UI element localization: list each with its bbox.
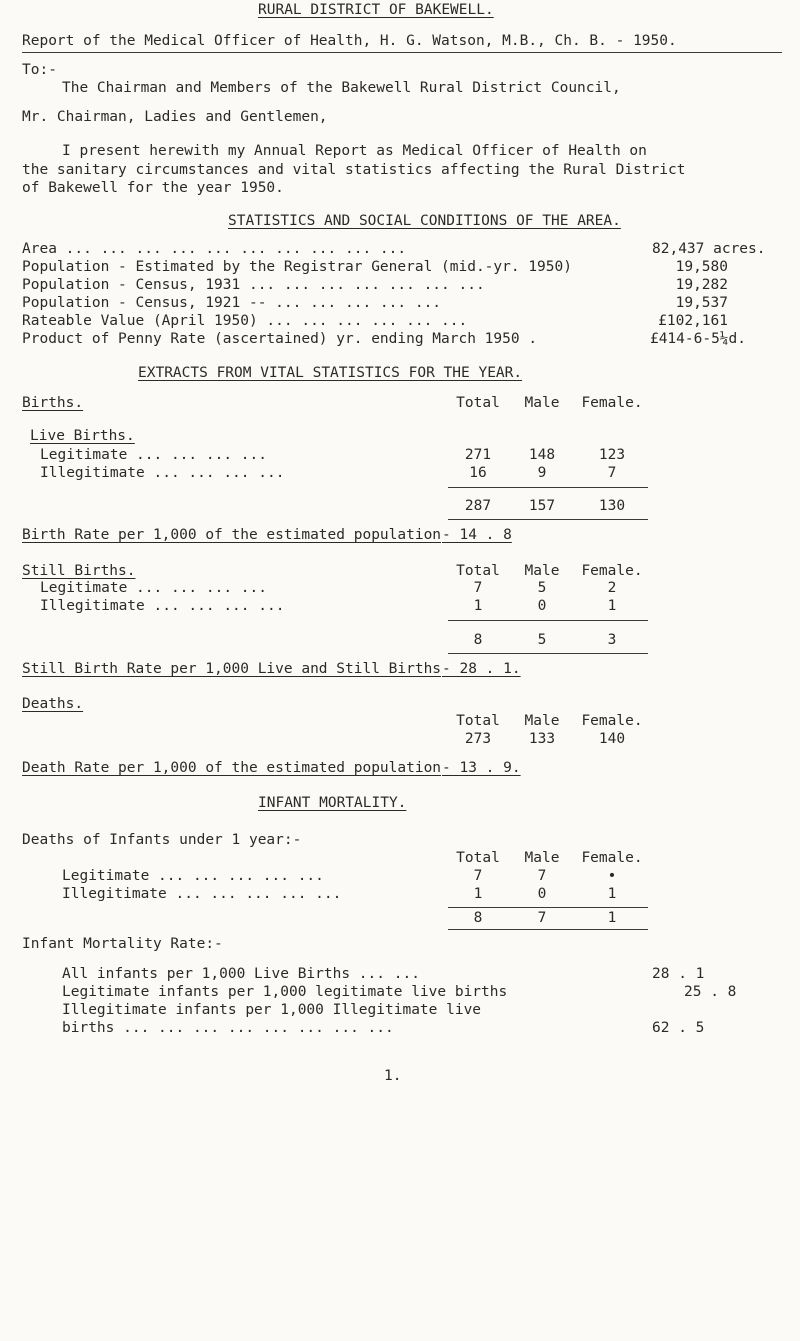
- stat-value: £102,161: [658, 313, 728, 329]
- still-births-label: Still Births.: [22, 563, 136, 579]
- subtotal-rule: [448, 907, 648, 908]
- cell-male: 0: [537, 598, 547, 614]
- col-male: Male: [524, 563, 560, 579]
- document-heading: RURAL DISTRICT OF BAKEWELL.: [258, 2, 494, 18]
- row-label: Illegitimate ... ... ... ... ...: [62, 886, 342, 902]
- stat-value: 19,537: [675, 295, 728, 311]
- infant-rate-value: 25 . 8: [684, 984, 737, 1000]
- infant-rate-label: Illegitimate infants per 1,000 Illegitimate live: [62, 1002, 482, 1018]
- col-total: Total: [456, 850, 500, 866]
- row-label: Illegitimate ... ... ... ...: [40, 465, 285, 481]
- subtotal-rule: [448, 620, 648, 621]
- stat-label: Population - Census, 1921 -- ... ... ... ... ...: [22, 295, 442, 311]
- stat-value: £414-6-5¼d.: [649, 331, 746, 347]
- row-label: Illegitimate ... ... ... ...: [40, 598, 285, 614]
- cell-total: 1: [473, 598, 483, 614]
- infant-rate-label: All infants per 1,000 Live Births ... ...: [62, 966, 420, 982]
- sum-total: 8: [473, 632, 483, 648]
- page-number: 1.: [384, 1068, 402, 1084]
- stat-value: 19,282: [675, 277, 728, 293]
- sum-female: 3: [607, 632, 617, 648]
- cell-total: 273: [464, 731, 492, 747]
- sum-female: 1: [607, 910, 617, 926]
- rate-label: Death Rate per 1,000 of the estimated population: [22, 760, 442, 776]
- infant-rate-label: Legitimate infants per 1,000 legitimate live births: [62, 984, 508, 1000]
- stat-value: 19,580: [675, 259, 728, 275]
- rate-label: Still Birth Rate per 1,000 Live and Still Births: [22, 661, 442, 677]
- cell-male: 7: [537, 868, 547, 884]
- intro-line: I present herewith my Annual Report as Medical Officer of Health on: [62, 143, 647, 159]
- rate-value: - 13 . 9.: [442, 760, 521, 776]
- header-rule: [22, 52, 782, 53]
- report-title-line: Report of the Medical Officer of Health, H. G. Watson, M.B., Ch. B. - 1950.: [22, 33, 677, 49]
- extracts-heading: EXTRACTS FROM VITAL STATISTICS FOR THE YEAR.: [138, 365, 523, 381]
- col-total: Total: [456, 563, 500, 579]
- col-male: Male: [524, 850, 560, 866]
- cell-female: 140: [598, 731, 626, 747]
- salutation: Mr. Chairman, Ladies and Gentlemen,: [22, 109, 328, 125]
- cell-total: 271: [464, 447, 492, 463]
- row-label: Legitimate ... ... ... ... ...: [62, 868, 324, 884]
- col-male: Male: [524, 713, 560, 729]
- deaths-label: Deaths.: [22, 696, 84, 712]
- sum-total: 287: [464, 498, 492, 514]
- cell-female: 123: [598, 447, 626, 463]
- intro-line: of Bakewell for the year 1950.: [22, 180, 284, 196]
- live-births-label: Live Births.: [30, 428, 135, 444]
- stat-value: 82,437 acres.: [652, 241, 766, 257]
- cell-male: 133: [528, 731, 556, 747]
- to-line: To:-: [22, 62, 57, 78]
- infant-mortality-heading: INFANT MORTALITY.: [258, 795, 407, 811]
- col-male: Male: [524, 395, 560, 411]
- infant-rate-heading: Infant Mortality Rate:-: [22, 936, 223, 952]
- stat-label: Area ... ... ... ... ... ... ... ... ... ...: [22, 241, 407, 257]
- col-female: Female.: [581, 713, 643, 729]
- sum-female: 130: [598, 498, 626, 514]
- sum-total: 8: [473, 910, 483, 926]
- rate-value: - 14 . 8: [442, 527, 512, 543]
- rate-value: - 28 . 1.: [442, 661, 521, 677]
- stat-label: Rateable Value (April 1950) ... ... ... ... ... ...: [22, 313, 468, 329]
- infant-rate-value: 28 . 1: [652, 966, 705, 982]
- cell-male: 0: [537, 886, 547, 902]
- addressee: The Chairman and Members of the Bakewell Rural District Council,: [62, 80, 621, 96]
- subtotal-rule: [448, 487, 648, 488]
- rate-label: Birth Rate per 1,000 of the estimated population: [22, 527, 442, 543]
- row-label: Legitimate ... ... ... ...: [40, 580, 267, 596]
- col-female: Female.: [581, 850, 643, 866]
- row-label: Legitimate ... ... ... ...: [40, 447, 267, 463]
- intro-line: the sanitary circumstances and vital statistics affecting the Rural District: [22, 162, 686, 178]
- cell-male: 5: [537, 580, 547, 596]
- stat-label: Population - Census, 1931 ... ... ... ... ... ... ...: [22, 277, 485, 293]
- total-rule: [448, 653, 648, 654]
- col-total: Total: [456, 395, 500, 411]
- total-rule: [448, 929, 648, 930]
- cell-total: 1: [473, 886, 483, 902]
- cell-total: 16: [469, 465, 487, 481]
- sum-male: 7: [537, 910, 547, 926]
- cell-female: •: [607, 868, 617, 884]
- stats-heading: STATISTICS AND SOCIAL CONDITIONS OF THE AREA.: [228, 213, 621, 229]
- col-female: Female.: [581, 563, 643, 579]
- births-label: Births.: [22, 395, 84, 411]
- infant-deaths-label: Deaths of Infants under 1 year:-: [22, 832, 302, 848]
- cell-female: 1: [607, 598, 617, 614]
- infant-rate-value: 62 . 5: [652, 1020, 705, 1036]
- col-female: Female.: [581, 395, 643, 411]
- cell-female: 1: [607, 886, 617, 902]
- stat-label: Product of Penny Rate (ascertained) yr. ending March 1950 .: [22, 331, 538, 347]
- cell-female: 2: [607, 580, 617, 596]
- cell-total: 7: [473, 868, 483, 884]
- sum-male: 5: [537, 632, 547, 648]
- col-total: Total: [456, 713, 500, 729]
- sum-male: 157: [528, 498, 556, 514]
- total-rule: [448, 519, 648, 520]
- cell-female: 7: [607, 465, 617, 481]
- stat-label: Population - Estimated by the Registrar General (mid.-yr. 1950): [22, 259, 572, 275]
- cell-total: 7: [473, 580, 483, 596]
- cell-male: 148: [528, 447, 556, 463]
- infant-rate-label: births ... ... ... ... ... ... ... ...: [62, 1020, 394, 1036]
- cell-male: 9: [537, 465, 547, 481]
